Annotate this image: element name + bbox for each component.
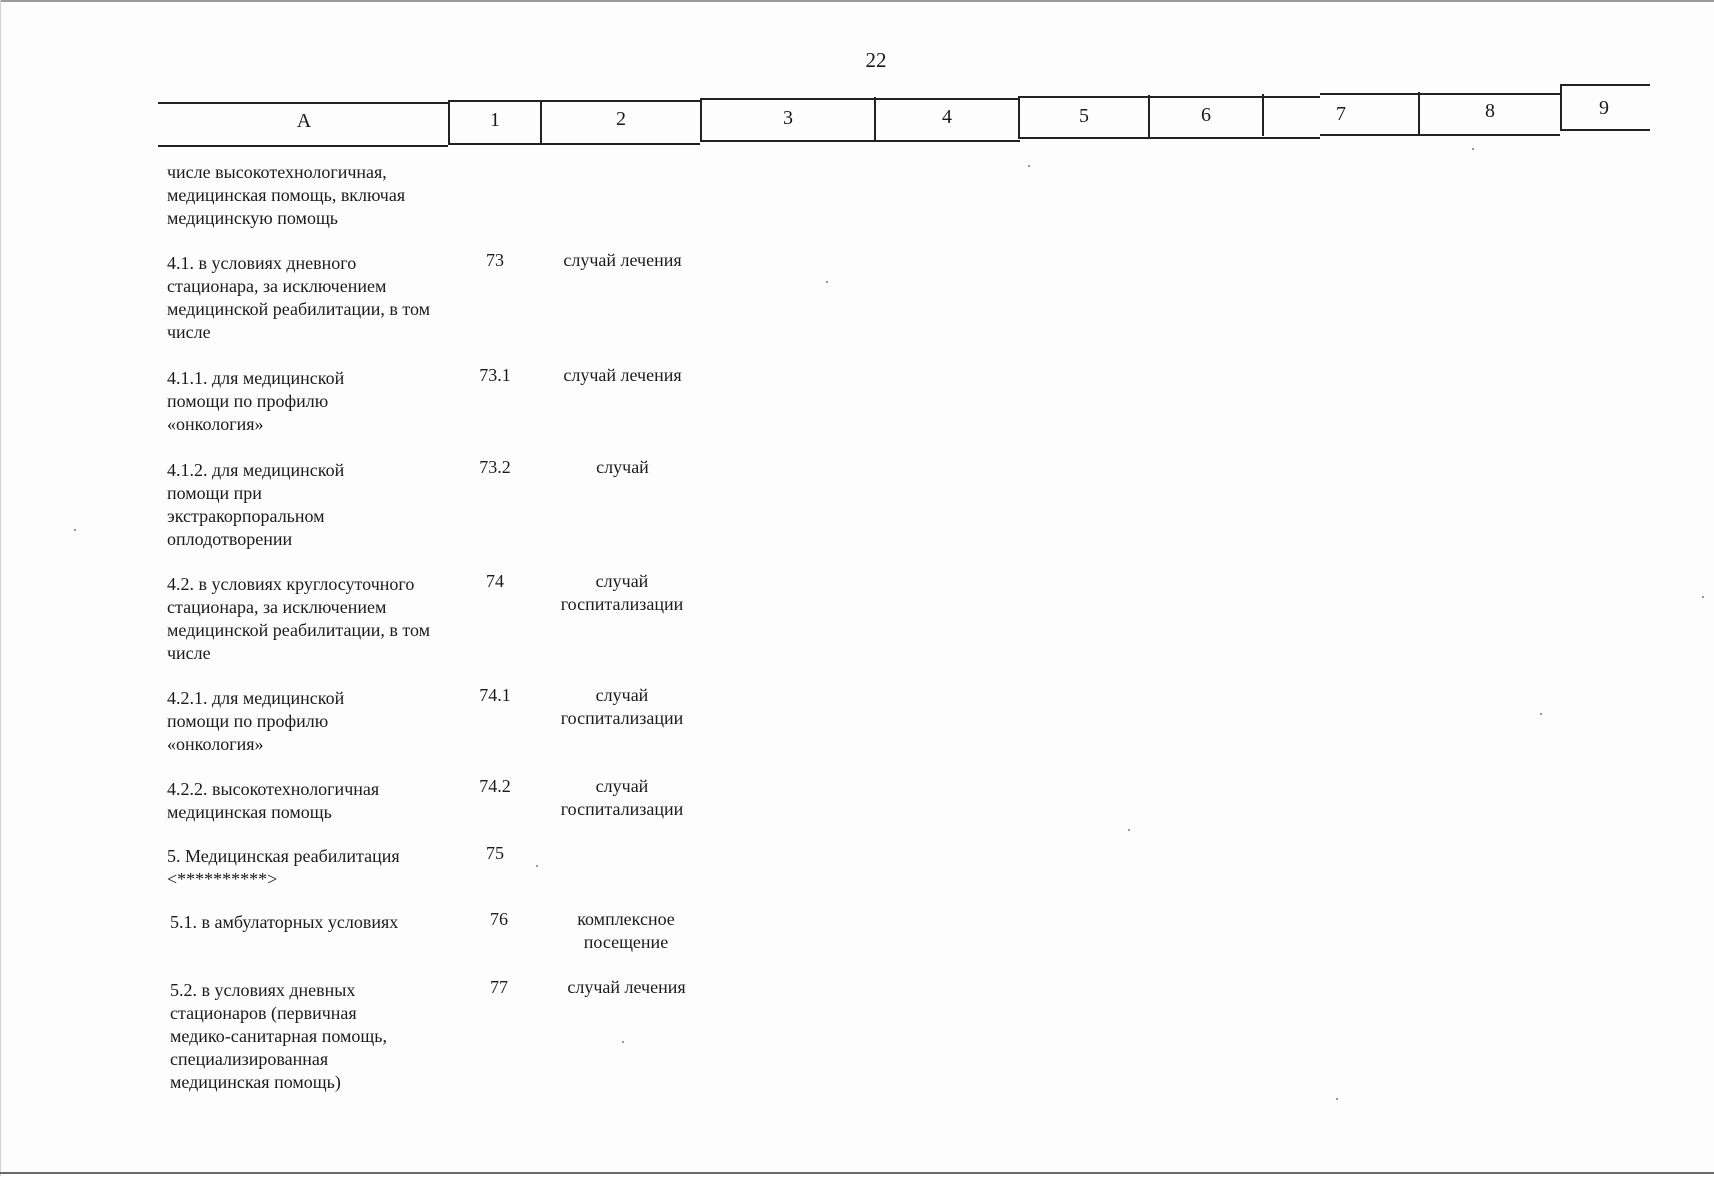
row-description: 5.2. в условиях дневных стационаров (первичная медико-санитарная помощь, специализированная медицинская помощь) [170,980,387,1092]
scan-edge-top [0,0,1714,2]
row-number: 74 [486,571,504,591]
header-bottom-border [1320,134,1560,136]
header-bottom-border [1560,129,1650,131]
row-number: 75 [486,843,504,863]
row-unit: случай лечения [567,977,686,997]
row-unit: случай лечения [563,250,682,270]
header-cell-3: 3 [783,107,793,129]
scan-speck [1540,713,1542,715]
scan-speck [1702,596,1704,598]
row-number: 73 [486,250,504,270]
row-description: 4.1.1. для медицинской помощи по профилю «онкология» [167,368,345,434]
header-bottom-border [448,143,700,145]
header-cell-5: 5 [1079,105,1089,127]
row-number: 76 [490,909,508,929]
scan-speck [1028,165,1030,167]
scan-speck [74,529,76,531]
header-cell-1: 1 [490,109,500,131]
scan-edge-left [0,0,1,1200]
page-number: 22 [865,48,887,72]
scan-speck [826,281,828,283]
row-description: 4.2. в условиях круглосуточного стационара, за исключением медицинской реабилитации, в том числе [167,574,431,663]
header-cell-2: 2 [616,108,626,130]
row-number: 77 [490,977,508,997]
row-description: 4.1.2. для медицинской помощи при экстракорпоральном оплодотворении [167,460,345,549]
row-unit: комплексное посещение [577,909,675,952]
header-cell-6: 6 [1201,104,1211,126]
header-top-border [700,98,1020,100]
header-top-border [1560,84,1650,86]
header-cell-8: 8 [1485,100,1495,122]
row-description: 4.2.2. высокотехнологичная медицинская помощь [167,779,380,822]
header-top-border [448,100,700,102]
scan-speck [536,865,538,867]
header-cell-a: А [296,110,312,132]
header-cell-4: 4 [942,106,952,128]
scan-edge-bottom [0,1172,1714,1174]
scan-speck [1128,829,1130,831]
row-unit: случай госпитализации [560,571,684,614]
scan-speck [622,1041,624,1043]
row-number: 74.1 [479,685,511,705]
scan-margin-bottom [0,1176,1714,1200]
header-bottom-border [158,145,448,147]
header-cell-7: 7 [1336,103,1346,125]
scan-speck [1336,1098,1338,1100]
row-unit: случай лечения [563,365,682,385]
row-number: 73.1 [479,365,511,385]
row-description: 5. Медицинская реабилитация <**********> [167,846,400,889]
row-description: 4.1. в условиях дневного стационара, за исключением медицинской реабилитации, в том числе [167,253,431,342]
row-description: 4.2.1. для медицинской помощи по профилю «онкология» [167,688,345,754]
header-top-border [158,102,448,104]
row-description: числе высокотехнологичная, медицинская помощь, включая медицинскую помощь [167,162,406,228]
row-number: 73.2 [479,457,511,477]
scan-speck [1472,148,1474,150]
header-bottom-border [1020,137,1320,139]
header-top-border [1020,96,1320,98]
row-number: 74.2 [479,776,511,796]
row-unit: случай госпитализации [560,776,684,819]
row-unit: случай госпитализации [560,685,684,728]
row-description: 5.1. в амбулаторных условиях [170,912,399,932]
header-bottom-border [700,140,1020,142]
header-cell-9: 9 [1599,97,1609,119]
row-unit: случай [596,457,649,477]
header-top-border [1320,93,1560,95]
